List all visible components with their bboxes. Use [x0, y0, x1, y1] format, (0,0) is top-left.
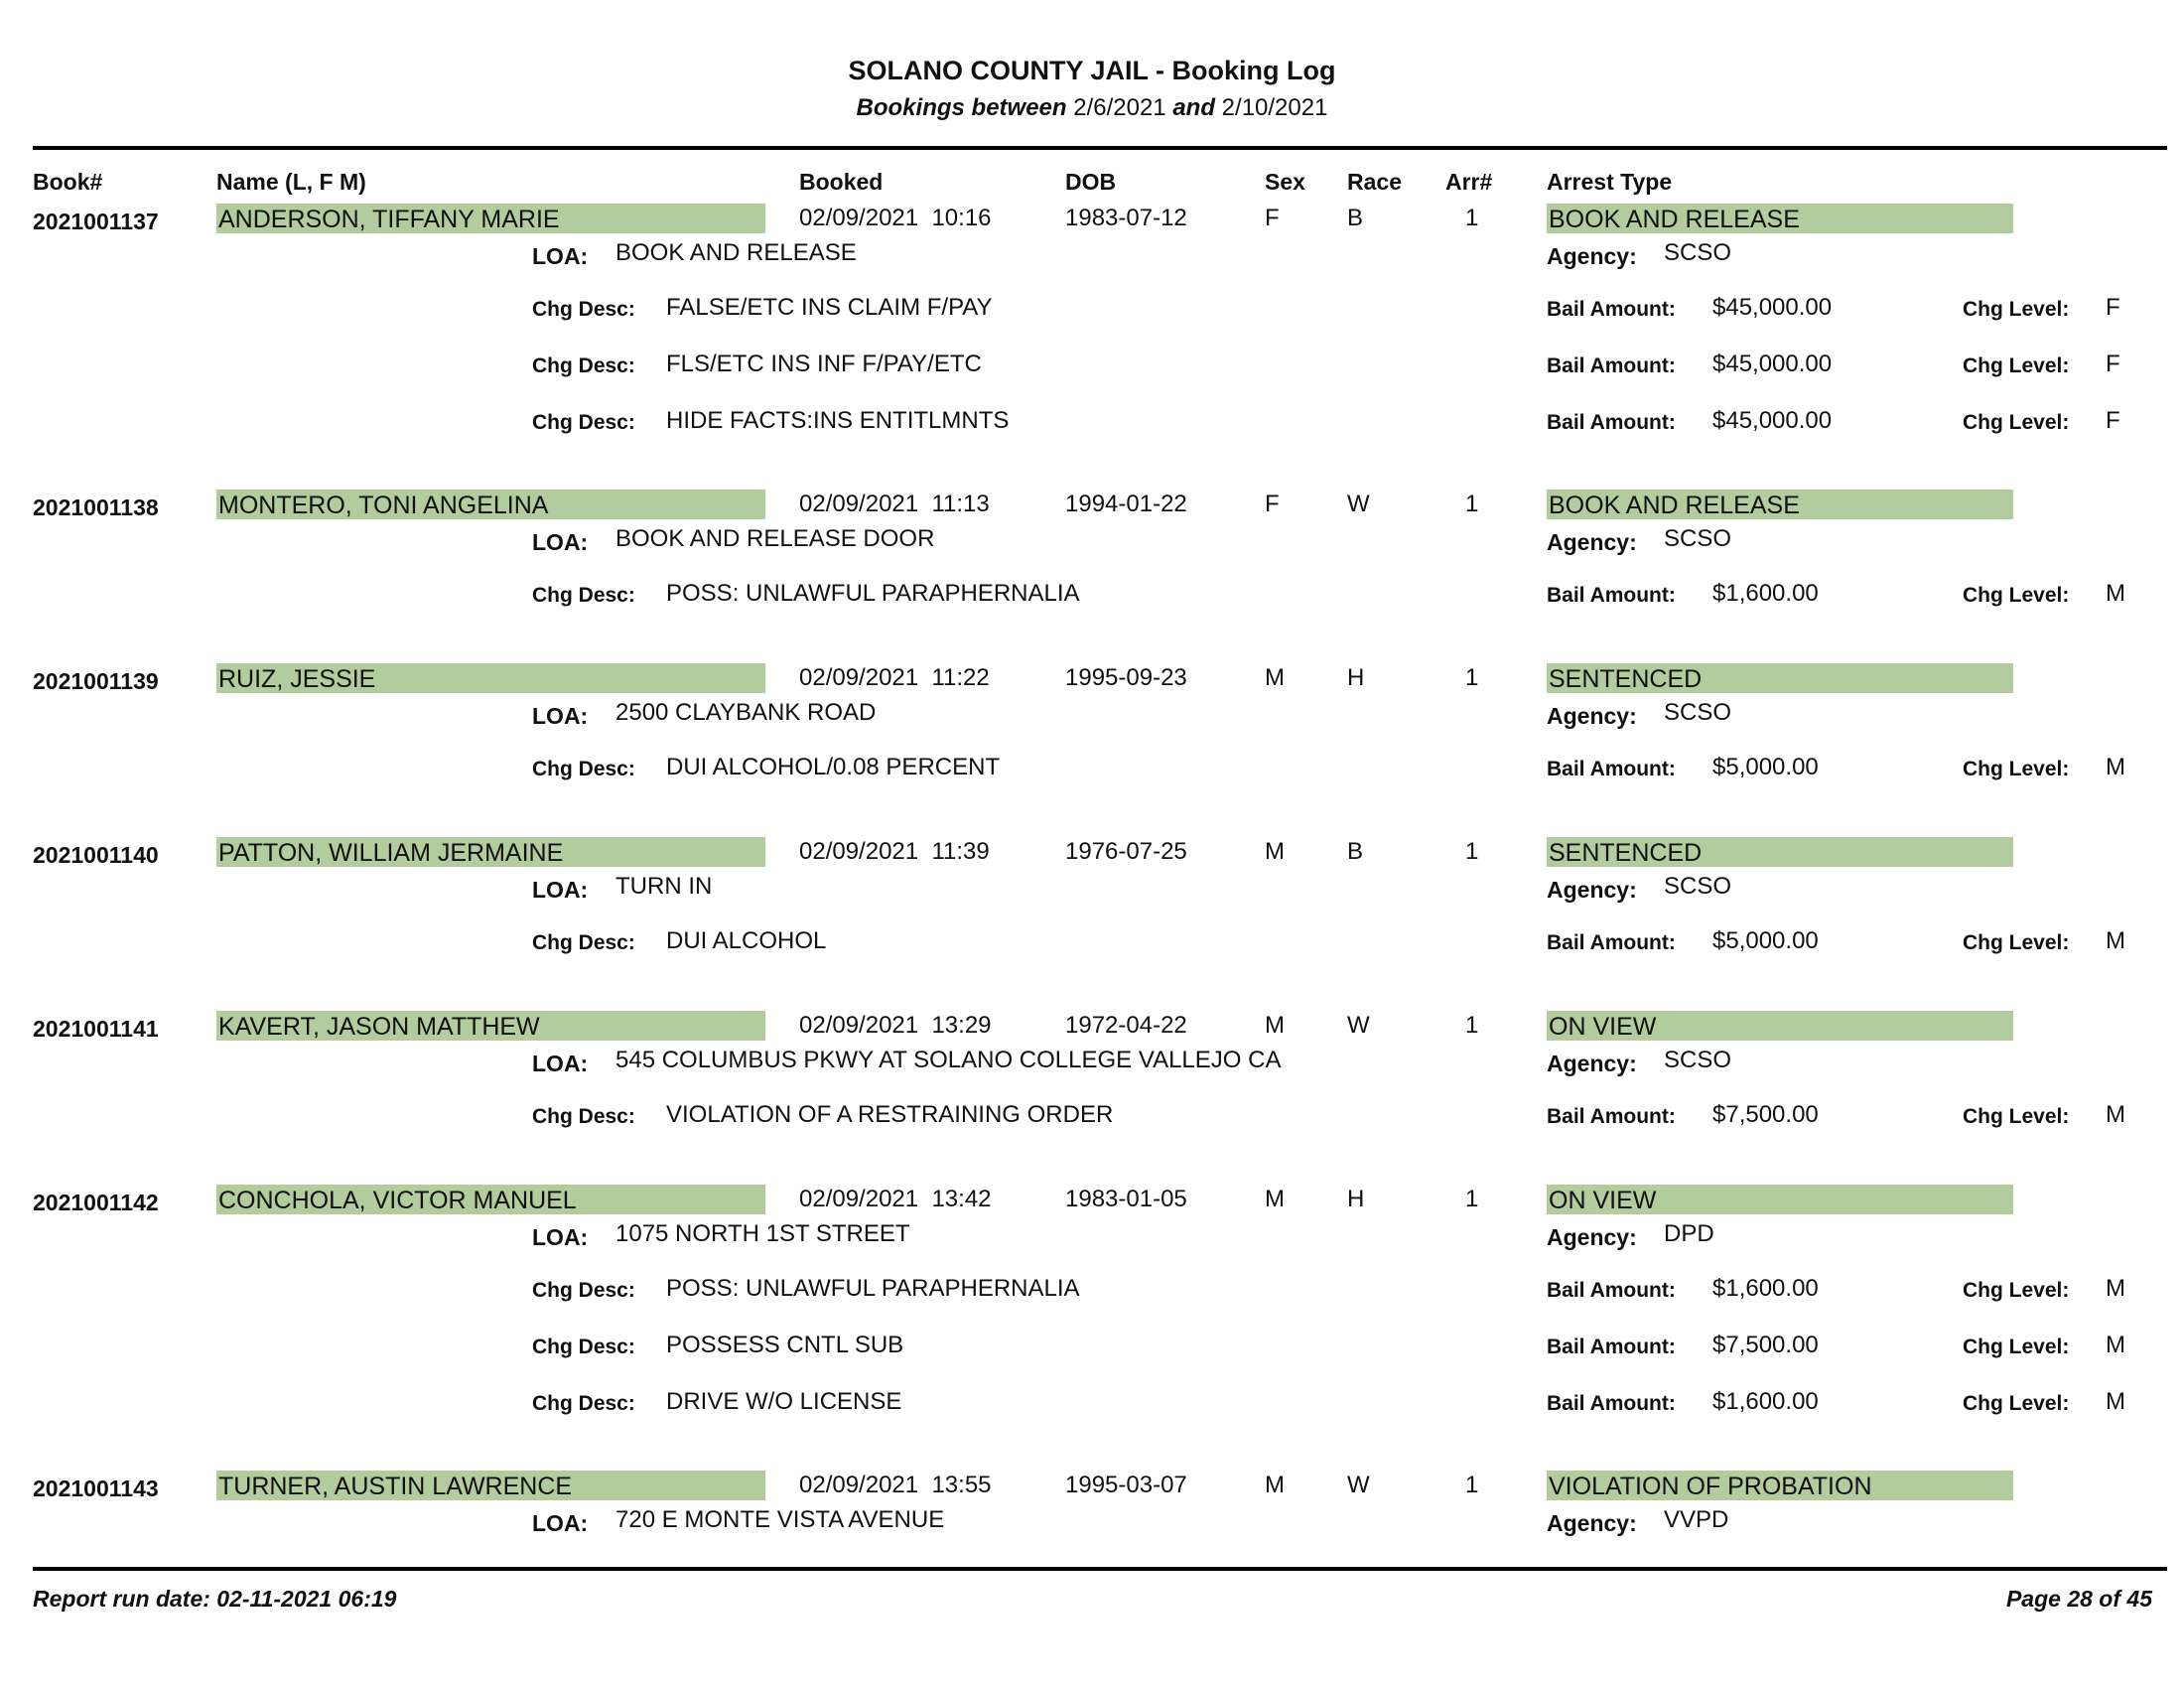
charge-level: M	[2106, 1388, 2125, 1415]
charge-description: DUI ALCOHOL/0.08 PERCENT	[666, 754, 1001, 780]
agency-label: Agency:	[1547, 1051, 1637, 1076]
book-number: 2021001139	[33, 668, 159, 694]
loa-value: 2500 CLAYBANK ROAD	[615, 699, 877, 726]
bail-amount-label: Bail Amount:	[1547, 1279, 1676, 1302]
bail-amount: $45,000.00	[1712, 294, 1833, 321]
sex: M	[1265, 664, 1285, 691]
charge-description: VIOLATION OF A RESTRAINING ORDER	[666, 1101, 1114, 1128]
report-title: SOLANO COUNTY JAIL - Booking Log	[848, 56, 1336, 85]
dob: 1995-09-23	[1065, 664, 1187, 691]
loa-label: LOA:	[532, 529, 589, 555]
bail-amount: $7,500.00	[1712, 1332, 1819, 1358]
subtitle-prefix: Bookings between	[856, 94, 1067, 121]
race: B	[1347, 838, 1364, 865]
chg-level-label: Chg Level:	[1963, 758, 2070, 780]
inmate-name: KAVERT, JASON MATTHEW	[218, 1013, 540, 1041]
dob: 1994-01-22	[1065, 491, 1187, 517]
booked-datetime: 02/09/2021 13:42	[799, 1186, 992, 1212]
bail-amount-label: Bail Amount:	[1547, 298, 1676, 321]
book-number: 2021001137	[33, 209, 159, 234]
charge-description: FALSE/ETC INS CLAIM F/PAY	[666, 294, 993, 321]
booked-datetime: 02/09/2021 13:29	[799, 1012, 992, 1039]
loa-label: LOA:	[532, 1051, 589, 1076]
loa-label: LOA:	[532, 1510, 589, 1536]
book-number: 2021001142	[33, 1190, 159, 1215]
booked-datetime: 02/09/2021 13:55	[799, 1472, 992, 1498]
inmate-name: CONCHOLA, VICTOR MANUEL	[218, 1187, 577, 1214]
agency-value: SCSO	[1664, 873, 1732, 900]
name-highlight	[216, 204, 765, 233]
arrest-type: BOOK AND RELEASE	[1549, 492, 1800, 519]
sex: F	[1265, 205, 1280, 231]
arrest-number: 1	[1465, 838, 1479, 865]
arrest-number: 1	[1465, 491, 1479, 517]
arrest-type: BOOK AND RELEASE	[1549, 206, 1800, 233]
agency-value: SCSO	[1664, 525, 1732, 552]
booked-datetime: 02/09/2021 11:39	[799, 838, 990, 865]
name-highlight	[216, 490, 765, 519]
bail-amount-label: Bail Amount:	[1547, 584, 1676, 607]
bail-amount-label: Bail Amount:	[1547, 1105, 1676, 1128]
loa-value: BOOK AND RELEASE DOOR	[615, 525, 935, 552]
loa-label: LOA:	[532, 1224, 589, 1250]
charge-level: F	[2106, 407, 2120, 434]
col-arrest-type: Arrest Type	[1547, 169, 1673, 195]
inmate-name: TURNER, AUSTIN LAWRENCE	[218, 1473, 573, 1500]
arrest-type: SENTENCED	[1549, 839, 1703, 867]
loa-label: LOA:	[532, 703, 589, 729]
charge-description: DRIVE W/O LICENSE	[666, 1388, 902, 1415]
race: B	[1347, 205, 1364, 231]
col-book: Book#	[33, 169, 103, 195]
name-highlight	[216, 1185, 765, 1214]
charge-level: M	[2106, 1275, 2125, 1302]
chg-level-label: Chg Level:	[1963, 411, 2070, 434]
bail-amount-label: Bail Amount:	[1547, 1336, 1676, 1358]
name-highlight	[216, 1471, 765, 1500]
footer-rule	[33, 1567, 2167, 1571]
agency-value: VVPD	[1664, 1506, 1729, 1533]
chg-level-label: Chg Level:	[1963, 298, 2070, 321]
charge-level: F	[2106, 351, 2120, 377]
arrest-number: 1	[1465, 1472, 1479, 1498]
loa-value: 1075 NORTH 1ST STREET	[615, 1220, 910, 1247]
arrest-type-highlight	[1547, 1471, 2013, 1500]
chg-desc-label: Chg Desc:	[532, 931, 635, 954]
chg-desc-label: Chg Desc:	[532, 1105, 635, 1128]
chg-desc-label: Chg Desc:	[532, 584, 635, 607]
agency-label: Agency:	[1547, 877, 1637, 903]
chg-level-label: Chg Level:	[1963, 1105, 2070, 1128]
booked-datetime: 02/09/2021 11:22	[799, 664, 990, 691]
agency-value: SCSO	[1664, 699, 1732, 726]
inmate-name: PATTON, WILLIAM JERMAINE	[218, 839, 564, 867]
loa-label: LOA:	[532, 243, 589, 269]
bail-amount-label: Bail Amount:	[1547, 758, 1676, 780]
loa-label: LOA:	[532, 877, 589, 903]
chg-desc-label: Chg Desc:	[532, 1392, 635, 1415]
charge-description: POSS: UNLAWFUL PARAPHERNALIA	[666, 1275, 1080, 1302]
booked-datetime: 02/09/2021 10:16	[799, 205, 992, 231]
name-highlight	[216, 837, 765, 867]
sex: F	[1265, 491, 1280, 517]
col-arr: Arr#	[1445, 169, 1493, 195]
charge-description: POSSESS CNTL SUB	[666, 1332, 904, 1358]
charge-description: POSS: UNLAWFUL PARAPHERNALIA	[666, 580, 1080, 607]
agency-label: Agency:	[1547, 1510, 1637, 1536]
chg-desc-label: Chg Desc:	[532, 1279, 635, 1302]
agency-label: Agency:	[1547, 703, 1637, 729]
inmate-name: MONTERO, TONI ANGELINA	[218, 492, 549, 519]
chg-level-label: Chg Level:	[1963, 1336, 2070, 1358]
report-subtitle	[0, 94, 2184, 122]
arrest-number: 1	[1465, 1012, 1479, 1039]
name-highlight	[216, 663, 765, 693]
arrest-number: 1	[1465, 1186, 1479, 1212]
chg-desc-label: Chg Desc:	[532, 758, 635, 780]
inmate-name: ANDERSON, TIFFANY MARIE	[218, 206, 560, 233]
arrest-type-highlight	[1547, 663, 2013, 693]
header-rule	[33, 146, 2167, 150]
agency-label: Agency:	[1547, 529, 1637, 555]
arrest-type-highlight	[1547, 1011, 2013, 1041]
dob: 1983-07-12	[1065, 205, 1187, 231]
arrest-type-highlight	[1547, 1185, 2013, 1214]
bail-amount-label: Bail Amount:	[1547, 1392, 1676, 1415]
bail-amount: $1,600.00	[1712, 1275, 1819, 1302]
chg-desc-label: Chg Desc:	[532, 1336, 635, 1358]
bail-amount-label: Bail Amount:	[1547, 411, 1676, 434]
chg-desc-label: Chg Desc:	[532, 411, 635, 434]
loa-value: BOOK AND RELEASE	[615, 239, 857, 266]
bail-amount: $5,000.00	[1712, 754, 1819, 780]
charge-level: M	[2106, 580, 2125, 607]
book-number: 2021001138	[33, 494, 159, 520]
race: W	[1347, 1012, 1370, 1039]
sex: M	[1265, 1186, 1285, 1212]
subtitle-and: and	[1172, 94, 1215, 121]
agency-value: DPD	[1664, 1220, 1714, 1247]
arrest-type-highlight	[1547, 490, 2013, 519]
chg-level-label: Chg Level:	[1963, 354, 2070, 377]
bail-amount: $45,000.00	[1712, 351, 1833, 377]
col-sex: Sex	[1265, 169, 1305, 195]
charge-description: FLS/ETC INS INF F/PAY/ETC	[666, 351, 982, 377]
bail-amount: $1,600.00	[1712, 1388, 1819, 1415]
end-date: 2/10/2021	[1221, 94, 1328, 121]
arrest-type: SENTENCED	[1549, 665, 1703, 693]
chg-level-label: Chg Level:	[1963, 931, 2070, 954]
loa-value: TURN IN	[615, 873, 713, 900]
bail-amount: $45,000.00	[1712, 407, 1833, 434]
arrest-type: ON VIEW	[1549, 1013, 1657, 1041]
col-name: Name (L, F M)	[216, 169, 366, 195]
book-number: 2021001140	[33, 842, 159, 868]
page-number: Page 28 of 45	[2005, 1586, 2152, 1612]
chg-level-label: Chg Level:	[1963, 1279, 2070, 1302]
charge-description: DUI ALCOHOL	[666, 927, 827, 954]
charge-level: M	[2106, 1101, 2125, 1128]
arrest-type: ON VIEW	[1549, 1187, 1657, 1214]
loa-value: 720 E MONTE VISTA AVENUE	[615, 1506, 945, 1533]
race: W	[1347, 491, 1370, 517]
name-highlight	[216, 1011, 765, 1041]
dob: 1983-01-05	[1065, 1186, 1187, 1212]
chg-level-label: Chg Level:	[1963, 584, 2070, 607]
booked-datetime: 02/09/2021 11:13	[799, 491, 990, 517]
charge-level: F	[2106, 294, 2120, 321]
book-number: 2021001143	[33, 1476, 159, 1501]
race: H	[1347, 1186, 1365, 1212]
inmate-name: RUIZ, JESSIE	[218, 665, 376, 693]
report-run-date: Report run date: 02-11-2021 06:19	[33, 1586, 397, 1612]
dob: 1972-04-22	[1065, 1012, 1187, 1039]
race: W	[1347, 1472, 1370, 1498]
charge-description: HIDE FACTS:INS ENTITLMNTS	[666, 407, 1010, 434]
arrest-type: VIOLATION OF PROBATION	[1549, 1473, 1872, 1500]
bail-amount: $5,000.00	[1712, 927, 1819, 954]
loa-value: 545 COLUMBUS PKWY AT SOLANO COLLEGE VALLEJO CA	[615, 1047, 1282, 1073]
sex: M	[1265, 838, 1285, 865]
agency-value: SCSO	[1664, 239, 1732, 266]
col-dob: DOB	[1065, 169, 1117, 195]
arrest-number: 1	[1465, 205, 1479, 231]
arrest-type-highlight	[1547, 204, 2013, 233]
chg-level-label: Chg Level:	[1963, 1392, 2070, 1415]
sex: M	[1265, 1012, 1285, 1039]
start-date: 2/6/2021	[1073, 94, 1166, 121]
bail-amount: $1,600.00	[1712, 580, 1819, 607]
dob: 1995-03-07	[1065, 1472, 1187, 1498]
chg-desc-label: Chg Desc:	[532, 298, 635, 321]
agency-value: SCSO	[1664, 1047, 1732, 1073]
arrest-type-highlight	[1547, 837, 2013, 867]
book-number: 2021001141	[33, 1016, 159, 1042]
bail-amount: $7,500.00	[1712, 1101, 1819, 1128]
agency-label: Agency:	[1547, 243, 1637, 269]
col-race: Race	[1347, 169, 1402, 195]
charge-level: M	[2106, 754, 2125, 780]
agency-label: Agency:	[1547, 1224, 1637, 1250]
chg-desc-label: Chg Desc:	[532, 354, 635, 377]
bail-amount-label: Bail Amount:	[1547, 931, 1676, 954]
arrest-number: 1	[1465, 664, 1479, 691]
col-booked: Booked	[799, 169, 884, 195]
race: H	[1347, 664, 1365, 691]
charge-level: M	[2106, 927, 2125, 954]
dob: 1976-07-25	[1065, 838, 1187, 865]
charge-level: M	[2106, 1332, 2125, 1358]
sex: M	[1265, 1472, 1285, 1498]
bail-amount-label: Bail Amount:	[1547, 354, 1676, 377]
